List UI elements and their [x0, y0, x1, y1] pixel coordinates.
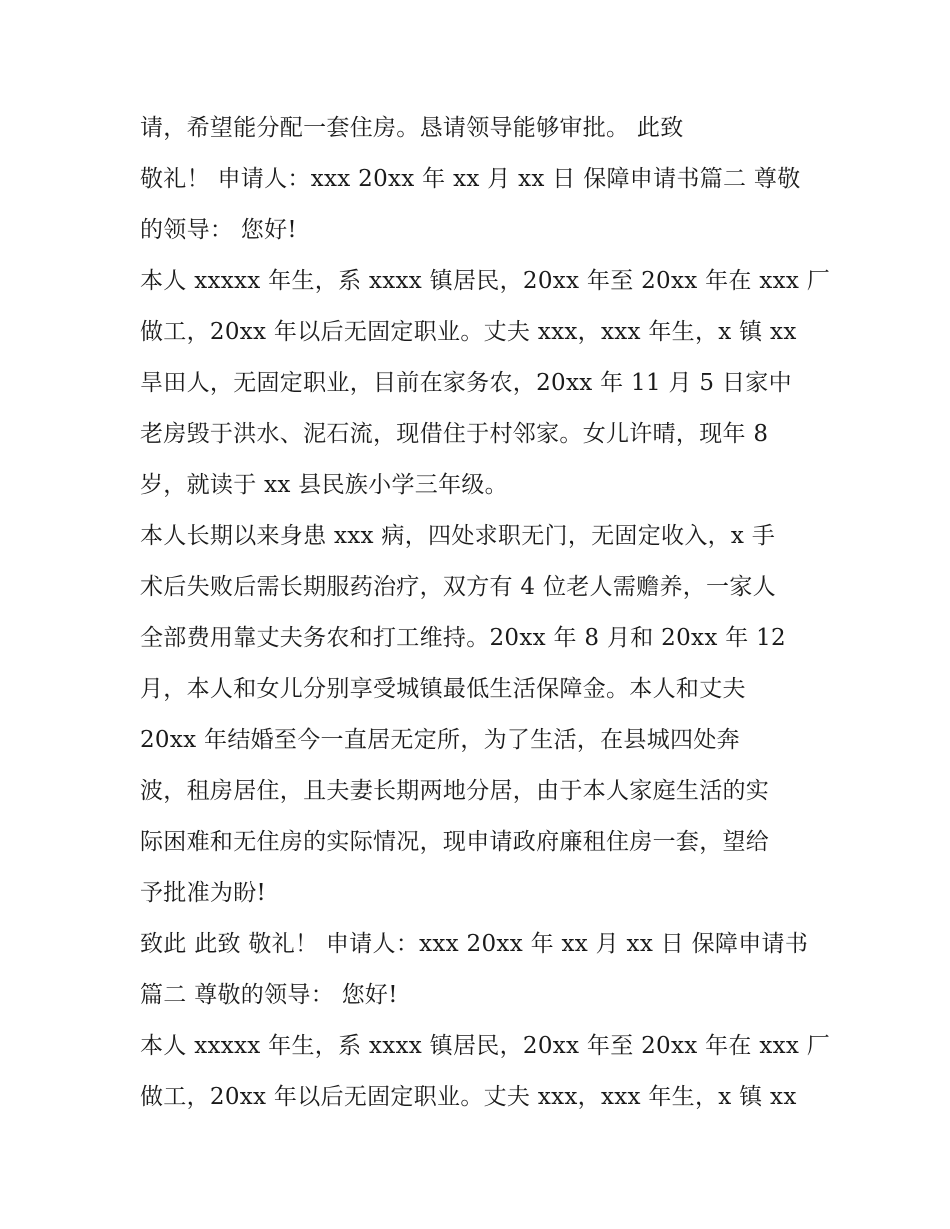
text-line: 的领导： 您好!	[140, 217, 297, 243]
text-line: 本人 xxxxx 年生，系 xxxx 镇居民，20xx 年至 20xx 年在 xxx 厂	[140, 1033, 831, 1059]
text-line: 篇二 尊敬的领导： 您好!	[140, 982, 398, 1008]
text-line: 敬礼！ 申请人：xxx 20xx 年 xx 月 xx 日 保障申请书篇二 尊敬	[140, 166, 801, 192]
text-line: 致此 此致 敬礼！ 申请人：xxx 20xx 年 xx 月 xx 日 保障申请书	[140, 931, 809, 957]
text-line: 波，租房居住，且夫妻长期两地分居，由于本人家庭生活的实	[140, 778, 770, 804]
text-line: 做工，20xx 年以后无固定职业。丈夫 xxx，xxx 年生，x 镇 xx	[140, 319, 797, 345]
document-body	[140, 103, 830, 1123]
text-line: 际困难和无住房的实际情况，现申请政府廉租住房一套，望给	[140, 829, 770, 855]
text-line: 20xx 年结婚至今一直居无定所，为了生活，在县城四处奔	[140, 727, 740, 753]
text-line: 本人长期以来身患 xxx 病，四处求职无门，无固定收入，x 手	[140, 523, 776, 549]
text-line: 岁，就读于 xx 县民族小学三年级。	[140, 472, 508, 498]
text-line: 本人 xxxxx 年生，系 xxxx 镇居民，20xx 年至 20xx 年在 xxx 厂	[140, 268, 831, 294]
text-line: 做工，20xx 年以后无固定职业。丈夫 xxx，xxx 年生，x 镇 xx	[140, 1084, 797, 1110]
text-line: 予批准为盼!	[140, 880, 267, 906]
text-line: 请，希望能分配一套住房。恳请领导能够审批。 此致	[140, 115, 684, 141]
text-line: 旱田人，无固定职业，目前在家务农，20xx 年 11 月 5 日家中	[140, 370, 792, 396]
text-line: 月，本人和女儿分别享受城镇最低生活保障金。本人和丈夫	[140, 676, 746, 702]
text-line: 术后失败后需长期服药治疗，双方有 4 位老人需赡养，一家人	[140, 574, 776, 600]
text-line: 老房毁于洪水、泥石流，现借住于村邻家。女儿许晴，现年 8	[140, 421, 769, 447]
text-line: 全部费用靠丈夫务农和打工维持。20xx 年 8 月和 20xx 年 12	[140, 625, 786, 651]
